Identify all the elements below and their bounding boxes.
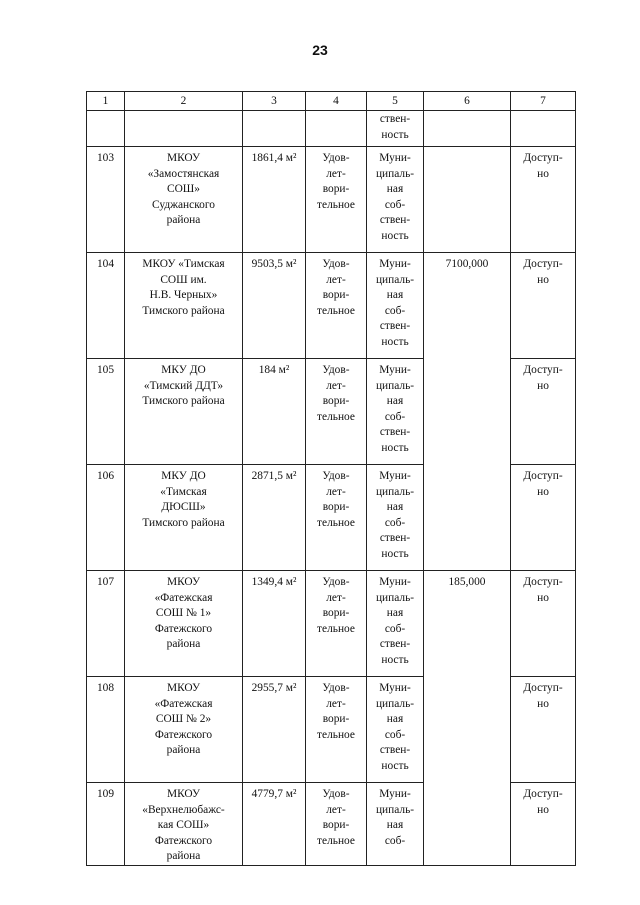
table-row [87,253,576,359]
cell-availability: Доступ- но [511,465,576,571]
cell-area: 184 м² [243,359,306,465]
column-number: 6 [424,92,511,111]
cell-area [243,111,306,147]
cell-availability [511,111,576,147]
cell-availability: Доступ- но [511,677,576,783]
cell-name: МКУ ДО «Тимский ДДТ» Тимского района [125,359,243,465]
cell-condition: Удов- лет- вори- тельное [306,465,367,571]
cell-price-merged: 185,000 [424,571,511,866]
cell-area: 1349,4 м² [243,571,306,677]
cell-name: МКУ ДО «Тимская ДЮСШ» Тимского района [125,465,243,571]
cell-ownership: ствен- ность [367,111,424,147]
cell-ownership: Муни- ципаль- ная соб- [367,783,424,866]
cell-area: 1861,4 м² [243,147,306,253]
cell-name [125,111,243,147]
page-number: 23 [312,42,328,58]
continuation-row [87,111,576,147]
cell-ownership: Муни- ципаль- ная соб- ствен- ность [367,465,424,571]
cell-price-merged: 7100,000 [424,253,511,571]
cell-area: 2955,7 м² [243,677,306,783]
cell-condition: Удов- лет- вори- тельное [306,677,367,783]
cell-condition: Удов- лет- вори- тельное [306,147,367,253]
cell-num: 106 [87,465,125,571]
column-number: 2 [125,92,243,111]
cell-ownership: Муни- ципаль- ная соб- ствен- ность [367,359,424,465]
cell-price [424,111,511,147]
cell-condition: Удов- лет- вори- тельное [306,783,367,866]
column-number: 5 [367,92,424,111]
facilities-table [86,91,576,866]
cell-ownership: Муни- ципаль- ная соб- ствен- ность [367,677,424,783]
cell-num: 103 [87,147,125,253]
cell-availability: Доступ- но [511,147,576,253]
cell-num [87,111,125,147]
cell-name: МКОУ «Тимская СОШ им. Н.В. Черных» Тимского района [125,253,243,359]
cell-ownership: Муни- ципаль- ная соб- ствен- ность [367,253,424,359]
cell-area: 4779,7 м² [243,783,306,866]
cell-num: 105 [87,359,125,465]
cell-area: 2871,5 м² [243,465,306,571]
cell-price [424,147,511,253]
cell-availability: Доступ- но [511,253,576,359]
cell-name: МКОУ «Фатежская СОШ № 1» Фатежского района [125,571,243,677]
cell-availability: Доступ- но [511,571,576,677]
cell-name: МКОУ «Верхнелюбажс- кая СОШ» Фатежского района [125,783,243,866]
cell-num: 109 [87,783,125,866]
cell-condition: Удов- лет- вори- тельное [306,571,367,677]
column-number: 3 [243,92,306,111]
column-number: 7 [511,92,576,111]
cell-availability: Доступ- но [511,359,576,465]
cell-num: 108 [87,677,125,783]
cell-ownership: Муни- ципаль- ная соб- ствен- ность [367,571,424,677]
cell-availability: Доступ- но [511,783,576,866]
cell-name: МКОУ «Замостянская СОШ» Суджанского района [125,147,243,253]
cell-ownership: Муни- ципаль- ная соб- ствен- ность [367,147,424,253]
table-row [87,147,576,253]
cell-condition [306,111,367,147]
cell-condition: Удов- лет- вори- тельное [306,359,367,465]
column-number-row [87,92,576,111]
cell-area: 9503,5 м² [243,253,306,359]
table-row [87,571,576,677]
cell-num: 104 [87,253,125,359]
cell-num: 107 [87,571,125,677]
cell-condition: Удов- лет- вори- тельное [306,253,367,359]
cell-name: МКОУ «Фатежская СОШ № 2» Фатежского района [125,677,243,783]
column-number: 4 [306,92,367,111]
column-number: 1 [87,92,125,111]
